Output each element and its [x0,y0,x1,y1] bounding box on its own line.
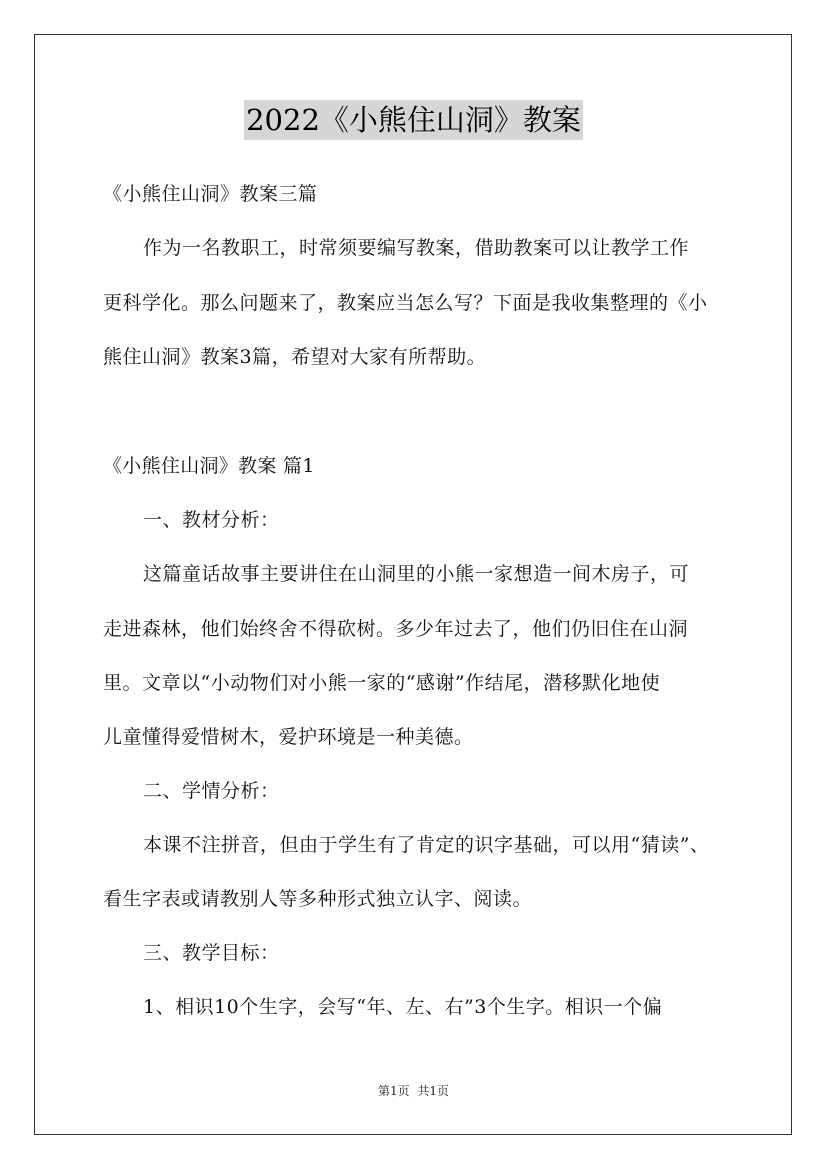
para-3-line-1: 1、相识10个生字，会写“年、左、右”3个生字。相识一个偏 [143,996,663,1018]
intro-line-1: 作为一名教职工，时常须要编写教案，借助教案可以让教学工作 [143,237,690,259]
section-title: 《小熊住山洞》教案 篇1 [103,455,315,477]
para-1-line-3: 里。文章以“小动物们对小熊一家的“感谢”作结尾，潜移默化地使 [103,672,661,694]
document-title: 2022《小熊住山洞》教案 [244,100,583,140]
heading-teaching-material: 一、教材分析： [143,509,280,531]
page-footer [0,1083,827,1099]
heading-teaching-goals: 三、教学目标： [143,942,280,964]
page-total: 共1页 [417,1084,450,1098]
para-1-line-4: 儿童懂得爱惜树木，爱护环境是一种美德。 [103,726,474,748]
title-container [0,100,827,140]
para-2-line-1: 本课不注拼音，但由于学生有了肯定的识字基础，可以用“猜读”、 [143,834,710,856]
document-subtitle: 《小熊住山洞》教案三篇 [103,183,318,205]
intro-line-2: 更科学化。那么问题来了，教案应当怎么写？下面是我收集整理的《小 [103,292,708,314]
para-2-line-2: 看生字表或请教别人等多种形式独立认字、阅读。 [103,888,533,910]
intro-line-3: 熊住山洞》教案3篇，希望对大家有所帮助。 [103,346,487,368]
heading-learner-analysis: 二、学情分析： [143,780,280,802]
page-number: 第1页 [377,1084,410,1098]
para-1-line-1: 这篇童话故事主要讲住在山洞里的小熊一家想造一间木房子，可 [143,563,690,585]
para-1-line-2: 走进森林，他们始终舍不得砍树。多少年过去了，他们仍旧住在山洞 [103,618,689,640]
